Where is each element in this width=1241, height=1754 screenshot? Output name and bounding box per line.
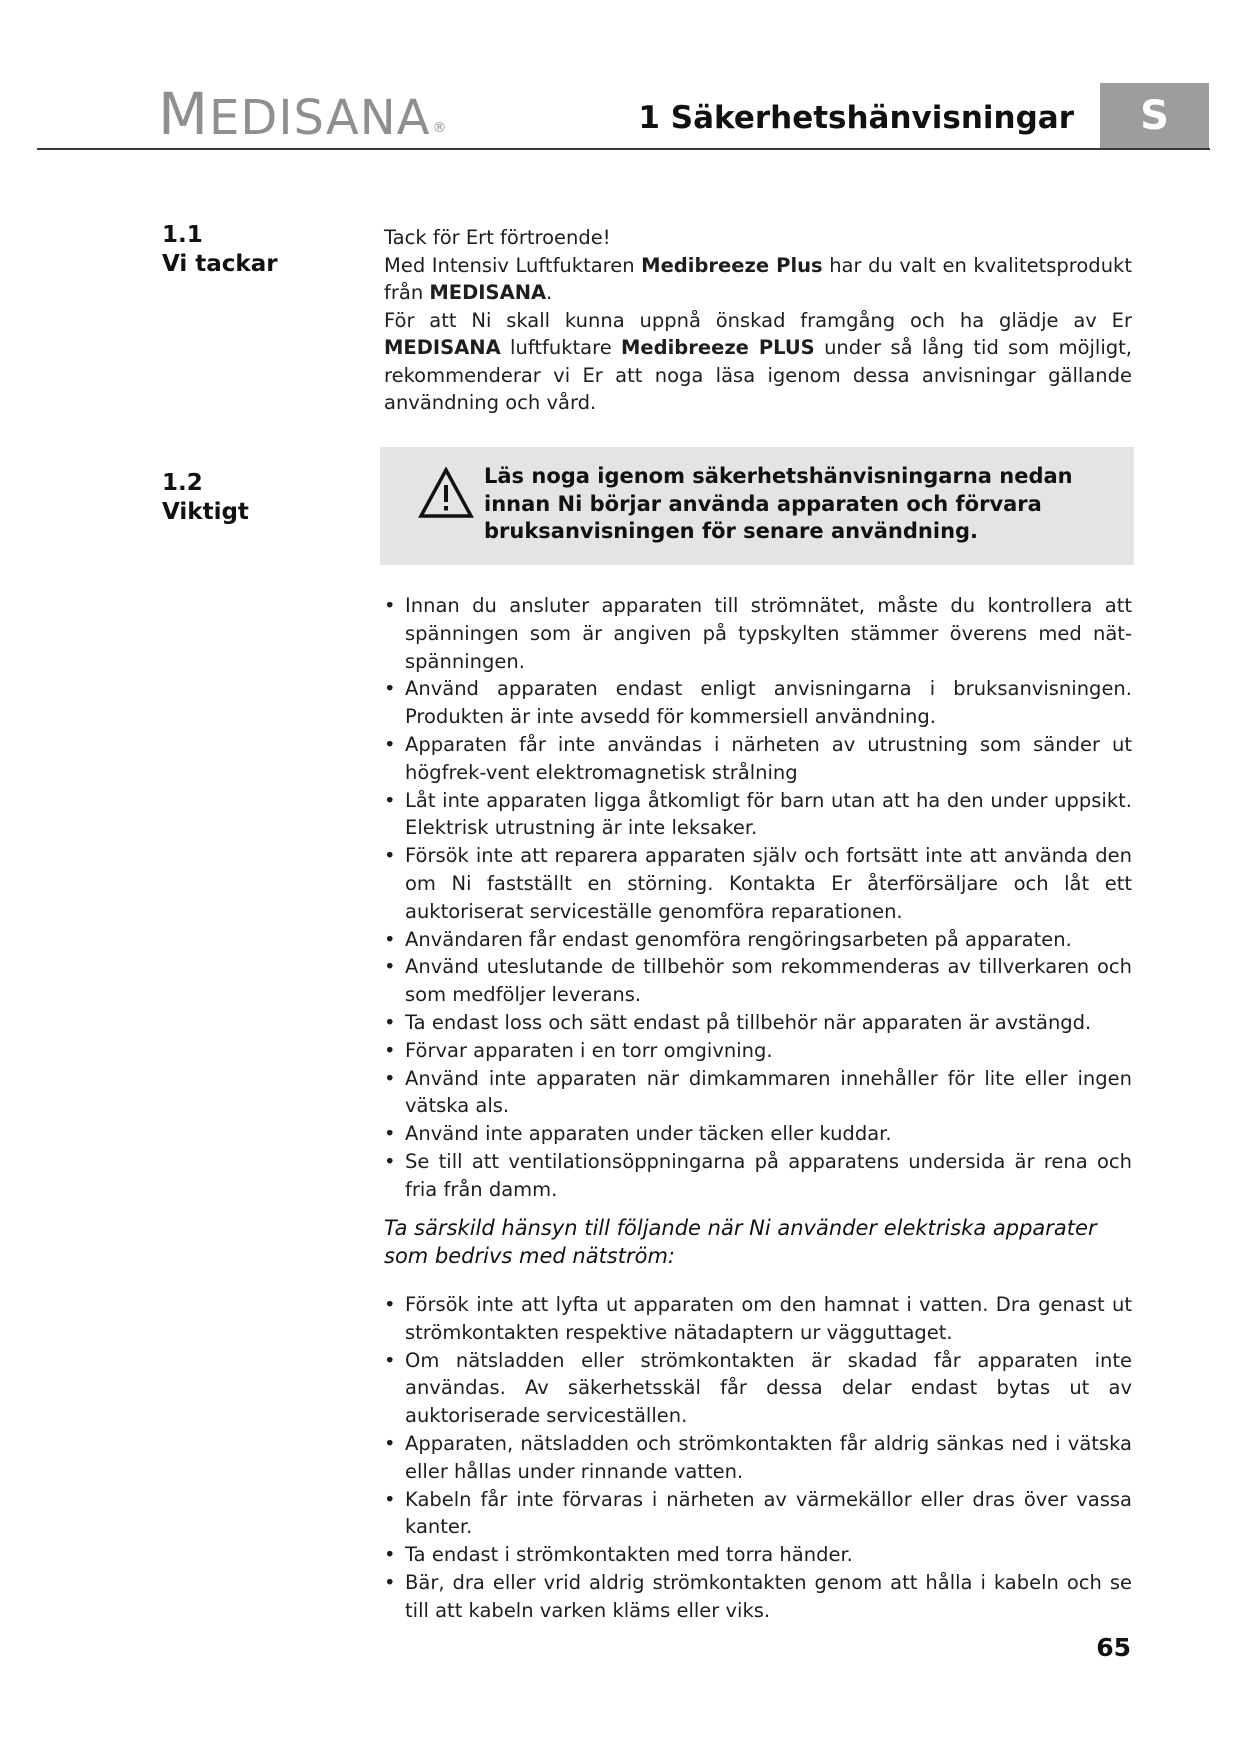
list-item: • Apparaten får inte användas i närheten av utrustning som sänder ut högfrek-vent elektromagnetisk strålning: [384, 732, 1132, 784]
safety-bullet-list: [384, 592, 1132, 1204]
list-item: • Ta endast loss och sätt endast på tillbehör när apparaten är avstängd.: [384, 1010, 1092, 1034]
brand-name: MEDISANA: [429, 281, 547, 304]
logo-rest: EDISANA: [209, 90, 431, 146]
language-tab: S: [1100, 83, 1209, 149]
warning-box: [380, 447, 1134, 565]
electrical-subheading: Ta särskild hänsyn till följande när Ni använder elektriska apparater som bedrivs med nätström:: [384, 1216, 1097, 1268]
section-1-1-title: Vi tackar: [162, 251, 278, 277]
list-item: • Använd inte apparaten när dimkammaren innehåller för lite eller ingen vätska als.: [384, 1066, 1132, 1118]
logo-initial: M: [158, 80, 210, 148]
section-1-2-title: Viktigt: [162, 499, 249, 525]
list-item: • Använd apparaten endast enligt anvisningarna i bruksanvisningen. Produkten är inte avsedd för kommersiell användning.: [384, 677, 1132, 729]
warning-text: Läs noga igenom säkerhetshänvisningarna nedan innan Ni börjar använda apparaten och förvara bruksanvisningen för senare användning.: [484, 464, 1073, 543]
header-divider: [37, 148, 1210, 150]
electrical-bullet-list: [384, 1291, 1132, 1625]
list-item: • Förvar apparaten i en torr omgivning.: [384, 1038, 773, 1062]
section-1-2-label: [162, 469, 249, 527]
chapter-title: 1 Säkerhetshänvisningar: [638, 100, 1074, 136]
list-item: • Om nätsladden eller strömkontakten är skadad får apparaten inte användas. Av säkerhetsskäl får dessa delar endast bytas ut av auktoriserade serviceställen.: [384, 1348, 1132, 1428]
thanks-line: Tack för Ert förtroende!: [384, 226, 611, 249]
list-item: • Försök inte att reparera apparaten själv och fortsätt inte att använda den om Ni fastställt en störning. Kontakta Er återförsäljare och låt ett auktoriserat serviceställe genomföra reparationen.: [384, 844, 1132, 923]
list-item: • Kabeln får inte förvaras i närheten av värmekällor eller dras över vassa kanter.: [384, 1487, 1132, 1539]
section-1-2-number: 1.2: [162, 470, 203, 496]
list-item: • Låt inte apparaten ligga åtkomligt för barn utan att ha den under uppsikt. Elektrisk utrustning är inte leksaker.: [384, 788, 1132, 840]
intro-paragraph: Med Intensiv Luftfuktaren Medibreeze Plus har du valt en kvalitetsprodukt från MEDISANA.: [384, 253, 1132, 304]
section-1-1-label: [162, 221, 278, 279]
product-name: Medibreeze Plus: [641, 253, 823, 277]
page-number: 65: [1096, 1633, 1131, 1662]
list-item: • Använd uteslutande de tillbehör som rekommenderas av tillverkaren och som medföljer leverans.: [384, 955, 1132, 1007]
logo-registered-mark: ®: [432, 120, 448, 136]
brand-name-2: MEDISANA: [384, 336, 501, 359]
warning-triangle-icon: [418, 467, 474, 519]
list-item: • Användaren får endast genomföra rengöringsarbeten på apparaten.: [384, 927, 1072, 951]
product-name-2: Medibreeze PLUS: [621, 336, 815, 359]
recommendation-paragraph: För att Ni skall kunna uppnå önskad framgång och ha glädje av Er MEDISANA luftfuktare Medibreeze PLUS under så lång tid som möjligt, rekommenderar vi Er att noga läsa igenom dessa anvisningar gällande användning och vård.: [384, 308, 1132, 414]
list-item: • Apparaten, nätsladden och strömkontakten får aldrig sänkas ned i vätska eller hållas under rinnande vatten.: [384, 1431, 1132, 1483]
section-1-1-number: 1.1: [162, 222, 203, 248]
list-item: • Bär, dra eller vrid aldrig strömkontakten genom att hålla i kabeln och se till att kabeln varken kläms eller viks.: [384, 1570, 1132, 1622]
electrical-note: [384, 1214, 1132, 1270]
electrical-instructions: [384, 1291, 1132, 1625]
list-item: • Ta endast i strömkontakten med torra händer.: [384, 1543, 853, 1567]
medisana-logo: [158, 80, 448, 148]
list-item: • Försök inte att lyfta ut apparaten om den hamnat i vatten. Dra genast ut strömkontakten respektive nätadaptern ur vägguttaget.: [384, 1293, 1132, 1344]
section-1-1-body: [384, 224, 1132, 417]
list-item: • Använd inte apparaten under täcken eller kuddar.: [384, 1122, 892, 1146]
list-item: • Innan du ansluter apparaten till strömnätet, måste du kontrollera att spänningen som är angiven på typskylten stämmer överens med nät-spänningen.: [384, 594, 1132, 673]
safety-instructions: [384, 592, 1132, 1204]
list-item: • Se till att ventilationsöppningarna på apparatens undersida är rena och fria från damm.: [384, 1149, 1132, 1201]
